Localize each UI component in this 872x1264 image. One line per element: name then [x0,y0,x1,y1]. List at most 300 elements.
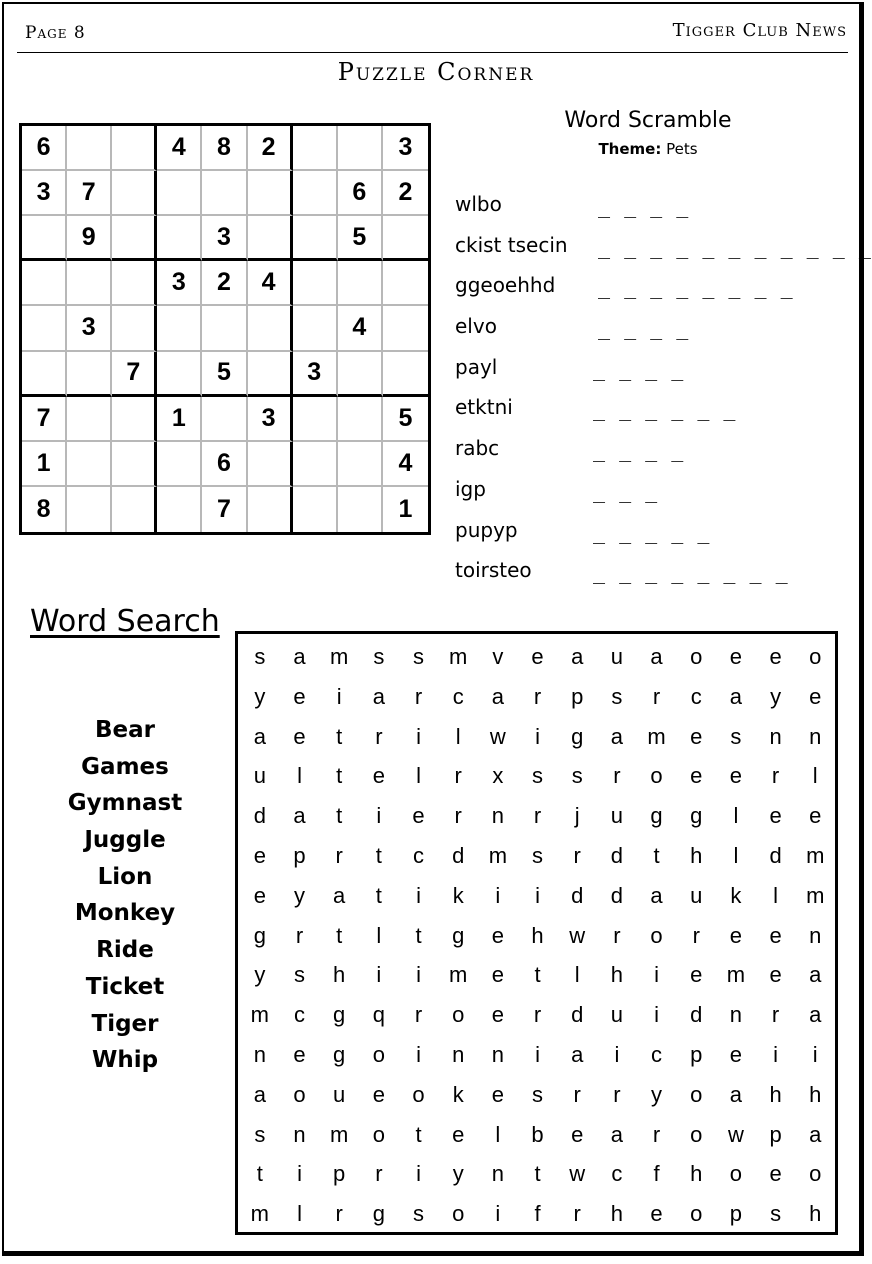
letter-cell: w [569,1161,586,1187]
letter-cell: e [253,882,266,908]
scrambled-word: ckist tsecin [455,232,568,257]
letter-cell: y [770,683,782,709]
letter-cell: i [376,803,382,829]
sudoku-cell [112,397,157,442]
letter-cell: i [416,1041,421,1067]
search-word: Games [81,753,169,780]
letter-row [240,878,835,918]
letter-cell: m [488,842,508,868]
letter-cell: r [771,763,780,789]
letter-row [240,918,835,958]
sudoku-cell [202,397,247,442]
letter-cell: m [250,1002,269,1028]
letter-cell: t [336,922,343,948]
letter-cell: o [412,1081,425,1107]
letter-cell: a [293,644,306,669]
letter-cell: g [650,803,663,829]
letter-cell: u [253,763,266,789]
search-word: Monkey [74,900,176,927]
letter-cell: r [335,1201,343,1227]
sudoku-cell: 1 [157,397,202,442]
sudoku-cell: 6 [338,171,383,216]
answer-blanks: _ _ _ _ _ _ _ _ _ _ _ [598,234,872,259]
letter-cell: e [769,1161,782,1187]
answer-blanks: _ _ _ _ _ _ _ _ [598,275,794,300]
sudoku-cell: 2 [383,171,428,216]
letter-cell: c [452,683,464,709]
sudoku-cell [22,306,67,351]
letter-cell: i [495,1201,501,1227]
letter-cell: l [455,723,461,749]
letter-cell: e [729,763,743,789]
answer-blanks: _ _ _ _ [598,194,690,218]
letter-cell: l [733,842,739,868]
letter-row [240,679,835,719]
letter-cell: r [692,922,700,948]
letter-cell: w [727,1121,744,1147]
letter-grid [240,639,835,1236]
answer-blanks: _ _ _ _ _ _ _ _ [593,560,789,585]
letter-cell: r [573,842,581,868]
letter-cell: t [336,763,343,789]
sudoku-cell [293,306,338,351]
sudoku-cell [383,352,428,397]
letter-cell: n [729,1002,743,1028]
letter-cell: s [571,763,583,789]
letter-cell: d [253,803,266,829]
sudoku-cell [67,397,112,442]
letter-cell: r [414,683,423,709]
letter-cell: r [454,763,462,789]
letter-cell: m [330,1121,349,1147]
letter-cell: e [690,962,703,988]
letter-cell: o [729,1161,743,1187]
sudoku-cell [293,397,338,442]
sudoku-cell: 3 [67,306,112,351]
sudoku-cell [293,126,338,171]
letter-row [240,719,835,759]
letter-cell: i [535,1041,540,1067]
letter-cell: s [413,1201,425,1227]
sudoku-cell [157,352,202,397]
letter-cell: k [452,1081,464,1107]
sudoku-cell [338,442,383,487]
letter-cell: e [253,842,266,868]
letter-cell: l [416,763,421,789]
sudoku-cell [383,261,428,306]
letter-row [240,639,835,679]
letter-cell: e [531,644,544,669]
letter-cell: c [690,683,702,709]
letter-cell: o [293,1081,306,1107]
letter-cell: r [533,803,542,829]
letter-cell: e [769,962,782,988]
letter-cell: i [535,882,540,908]
letter-cell: h [531,922,544,948]
letter-row [240,1196,835,1236]
letter-cell: n [769,723,782,749]
letter-cell: e [769,922,782,948]
letter-cell: g [253,922,266,948]
search-word: Ride [96,937,154,964]
sudoku-cell [338,261,383,306]
letter-cell: s [532,763,544,789]
letter-cell: e [729,644,743,669]
letter-cell: a [610,723,623,749]
letter-cell: e [452,1121,465,1147]
sudoku-cell [338,397,383,442]
letter-cell: s [294,962,305,988]
letter-cell: a [809,962,822,988]
letter-cell: h [690,842,703,868]
letter-cell: m [647,723,666,749]
letter-cell: e [729,922,743,948]
letter-cell: s [413,644,425,669]
sudoku-cell [293,216,338,261]
sudoku-cell: 6 [22,126,67,171]
letter-cell: n [491,803,504,829]
sudoku-cell [248,442,293,487]
sudoku-cell [22,352,67,397]
answer-blanks: _ _ _ _ _ _ [593,397,737,422]
sudoku-cell: 9 [67,216,112,261]
letter-row [240,1077,835,1117]
letter-cell: d [452,842,465,868]
sudoku-cell: 7 [67,171,112,216]
letter-cell: e [491,922,504,948]
letter-cell: i [336,683,342,709]
letter-cell: d [571,1002,584,1028]
letter-cell: m [806,842,825,868]
letter-cell: o [690,1201,703,1227]
sudoku-cell [338,487,383,532]
letter-cell: g [571,723,584,749]
letter-cell: e [293,723,306,749]
letter-cell: p [571,683,584,709]
letter-cell: n [491,1041,504,1067]
letter-cell: u [610,1002,623,1028]
page-number: Page 8 [25,23,86,43]
letter-cell: x [492,763,504,789]
letter-cell: i [416,723,421,749]
letter-cell: e [293,683,306,709]
letter-cell: o [650,922,663,948]
search-word: Juggle [84,827,166,854]
letter-cell: s [532,842,544,868]
letter-cell: t [256,1161,263,1187]
sudoku-cell: 4 [338,306,383,351]
sudoku-cell [248,306,293,351]
sudoku-cell [112,306,157,351]
letter-cell: e [412,803,425,829]
letter-cell: e [293,1041,306,1067]
sudoku-cell: 4 [383,442,428,487]
search-word: Ticket [85,973,165,1000]
letter-cell: s [770,1201,782,1227]
letter-cell: r [375,723,383,749]
sudoku-cell [112,126,157,171]
letter-cell: q [372,1002,385,1028]
letter-cell: a [650,644,663,669]
letter-cell: a [571,644,584,669]
letter-cell: w [489,723,506,749]
letter-row [240,1156,835,1196]
section-title: Puzzle Corner [337,58,535,86]
letter-cell: a [729,1081,743,1107]
sudoku-cell: 3 [248,397,293,442]
letter-cell: p [769,1121,782,1147]
word-search-grid [235,631,838,1235]
sudoku-cell [157,216,202,261]
sudoku-cell [112,216,157,261]
sudoku-cell [112,442,157,487]
answer-blanks: _ _ _ [593,478,659,503]
letter-cell: a [372,683,385,709]
sudoku-cell [248,352,293,397]
scrambled-word: elvo [455,314,497,339]
sudoku-cell [157,171,202,216]
letter-cell: y [254,683,266,709]
sudoku-cell [157,306,202,351]
letter-cell: a [650,882,663,908]
sudoku-cell: 7 [22,397,67,442]
letter-cell: e [491,1002,504,1028]
sudoku-cell: 5 [383,397,428,442]
letter-row [240,997,835,1037]
letter-cell: e [690,763,703,789]
sudoku-grid [19,123,431,535]
letter-cell: s [532,1081,544,1107]
letter-cell: i [416,1161,421,1187]
scrambled-word: igp [455,476,486,501]
letter-cell: o [809,1161,822,1187]
letter-cell: e [809,803,822,829]
sudoku-cell [22,261,67,306]
letter-cell: e [809,683,822,709]
theme-value: Pets [666,140,698,158]
sudoku-cell: 2 [202,261,247,306]
letter-cell: e [571,1121,584,1147]
sudoku-cell [112,171,157,216]
letter-cell: l [495,1121,501,1147]
sudoku-cell: 4 [248,261,293,306]
letter-cell: t [653,842,660,868]
letter-cell: g [333,1041,346,1067]
letter-cell: c [611,1161,623,1187]
answer-blanks: _ _ _ _ [598,316,690,341]
letter-cell: e [491,1081,504,1107]
letter-cell: p [293,842,306,868]
letter-row [240,758,835,798]
letter-cell: o [690,644,703,669]
letter-cell: t [336,803,343,829]
letter-cell: l [376,922,382,948]
letter-cell: i [773,1041,779,1067]
word-scramble-theme [448,140,848,158]
letter-cell: o [809,644,822,669]
letter-cell: n [809,922,822,948]
letter-cell: n [452,1041,465,1067]
letter-cell: t [534,962,541,988]
sudoku-cell [248,171,293,216]
letter-cell: r [613,922,621,948]
letter-cell: o [650,763,663,789]
letter-cell: e [729,1041,743,1067]
letter-cell: s [373,644,385,669]
sudoku-cell: 7 [202,487,247,532]
letter-cell: t [375,842,382,868]
letter-cell: i [376,962,382,988]
letter-cell: r [335,842,343,868]
scrambled-word: pupyp [455,517,518,542]
sudoku-cell: 3 [383,126,428,171]
letter-cell: p [690,1041,703,1067]
letter-cell: r [414,1002,423,1028]
letter-cell: u [610,644,623,669]
letter-cell: s [254,644,266,669]
sudoku-cell [293,442,338,487]
newsletter-title: Tigger Club News [672,20,847,41]
sudoku-cell: 1 [22,442,67,487]
letter-cell: a [571,1041,584,1067]
letter-cell: p [729,1201,743,1227]
letter-cell: c [651,1041,663,1067]
sudoku-cell: 3 [157,261,202,306]
letter-cell: u [333,1081,346,1107]
letter-cell: a [253,1081,266,1107]
letter-cell: f [653,1161,660,1187]
scrambled-word: rabc [455,436,500,461]
letter-cell: d [769,842,782,868]
letter-cell: r [375,1161,383,1187]
letter-cell: v [492,644,504,669]
letter-cell: l [297,763,302,789]
sudoku-cell [67,487,112,532]
word-search-title: Word Search [30,604,220,639]
letter-cell: i [297,1161,302,1187]
letter-cell: s [730,723,742,749]
letter-row [240,1117,835,1157]
letter-cell: a [293,803,306,829]
letter-cell: t [415,922,422,948]
letter-cell: y [294,882,305,908]
sudoku-cell [157,442,202,487]
letter-cell: h [333,962,346,988]
letter-cell: r [652,683,661,709]
word-search-word-list [40,712,210,1079]
letter-cell: a [333,882,346,908]
letter-cell: m [806,882,825,908]
letter-cell: a [610,1121,623,1147]
sudoku-cell [67,352,112,397]
sudoku-cell: 4 [157,126,202,171]
letter-cell: g [690,803,703,829]
letter-cell: h [809,1081,822,1107]
sudoku-cell [248,487,293,532]
letter-cell: j [574,803,580,829]
answer-blanks: _ _ _ _ _ [593,519,711,544]
letter-cell: u [610,803,623,829]
letter-cell: k [452,882,464,908]
letter-row [240,798,835,838]
letter-cell: i [535,723,540,749]
search-word: Bear [95,717,155,743]
letter-cell: g [372,1201,385,1227]
letter-cell: l [812,763,818,789]
letter-cell: u [690,882,703,908]
letter-cell: s [611,683,623,709]
letter-cell: e [372,1081,385,1107]
letter-cell: t [534,1161,541,1187]
letter-cell: r [533,1002,542,1028]
letter-cell: i [614,1041,620,1067]
sudoku-cell: 6 [202,442,247,487]
sudoku-cell [338,126,383,171]
letter-cell: l [773,882,779,908]
letter-cell: r [573,1201,581,1227]
letter-cell: o [690,1081,703,1107]
letter-cell: i [495,882,501,908]
letter-cell: n [491,1161,504,1187]
letter-cell: n [809,723,822,749]
letter-row [240,838,835,878]
letter-cell: k [730,882,742,908]
sudoku-cell: 2 [248,126,293,171]
letter-cell: e [769,644,782,669]
letter-cell: i [654,1002,659,1028]
answer-blanks: _ _ _ _ [593,438,685,463]
letter-cell: m [726,962,746,988]
letter-cell: n [253,1041,266,1067]
scrambled-word: ggeoehhd [455,273,556,298]
letter-cell: h [610,1201,623,1227]
letter-cell: r [771,1002,780,1028]
letter-cell: c [294,1002,305,1028]
sudoku-cell [67,261,112,306]
scrambled-word: wlbo [455,192,502,216]
sudoku-cell [293,261,338,306]
sudoku-cell: 8 [202,126,247,171]
letter-row [240,957,835,997]
search-word: Whip [91,1047,159,1074]
search-word: Tiger [91,1010,159,1037]
theme-label: Theme: [598,140,662,158]
scrambled-word: toirsteo [455,558,532,583]
sudoku-cell [157,487,202,532]
letter-cell: g [333,1002,346,1028]
letter-cell: w [569,922,586,948]
letter-cell: b [531,1121,544,1147]
letter-cell: c [413,842,425,868]
letter-cell: r [652,1121,661,1147]
sudoku-cell: 3 [22,171,67,216]
letter-cell: h [809,1201,822,1227]
letter-cell: a [809,1121,822,1147]
sudoku-cell: 1 [398,494,413,523]
sudoku-cell: 3 [293,352,338,397]
letter-cell: i [812,1041,818,1067]
letter-cell: f [534,1201,541,1227]
sudoku-cell [202,306,247,351]
letter-cell: y [254,962,266,988]
sudoku-cell [338,352,383,397]
letter-cell: r [573,1081,581,1107]
sudoku-cell [383,216,428,261]
letter-cell: e [690,723,703,749]
sudoku-cell: 5 [338,216,383,261]
letter-cell: l [574,962,580,988]
letter-cell: o [372,1041,385,1067]
